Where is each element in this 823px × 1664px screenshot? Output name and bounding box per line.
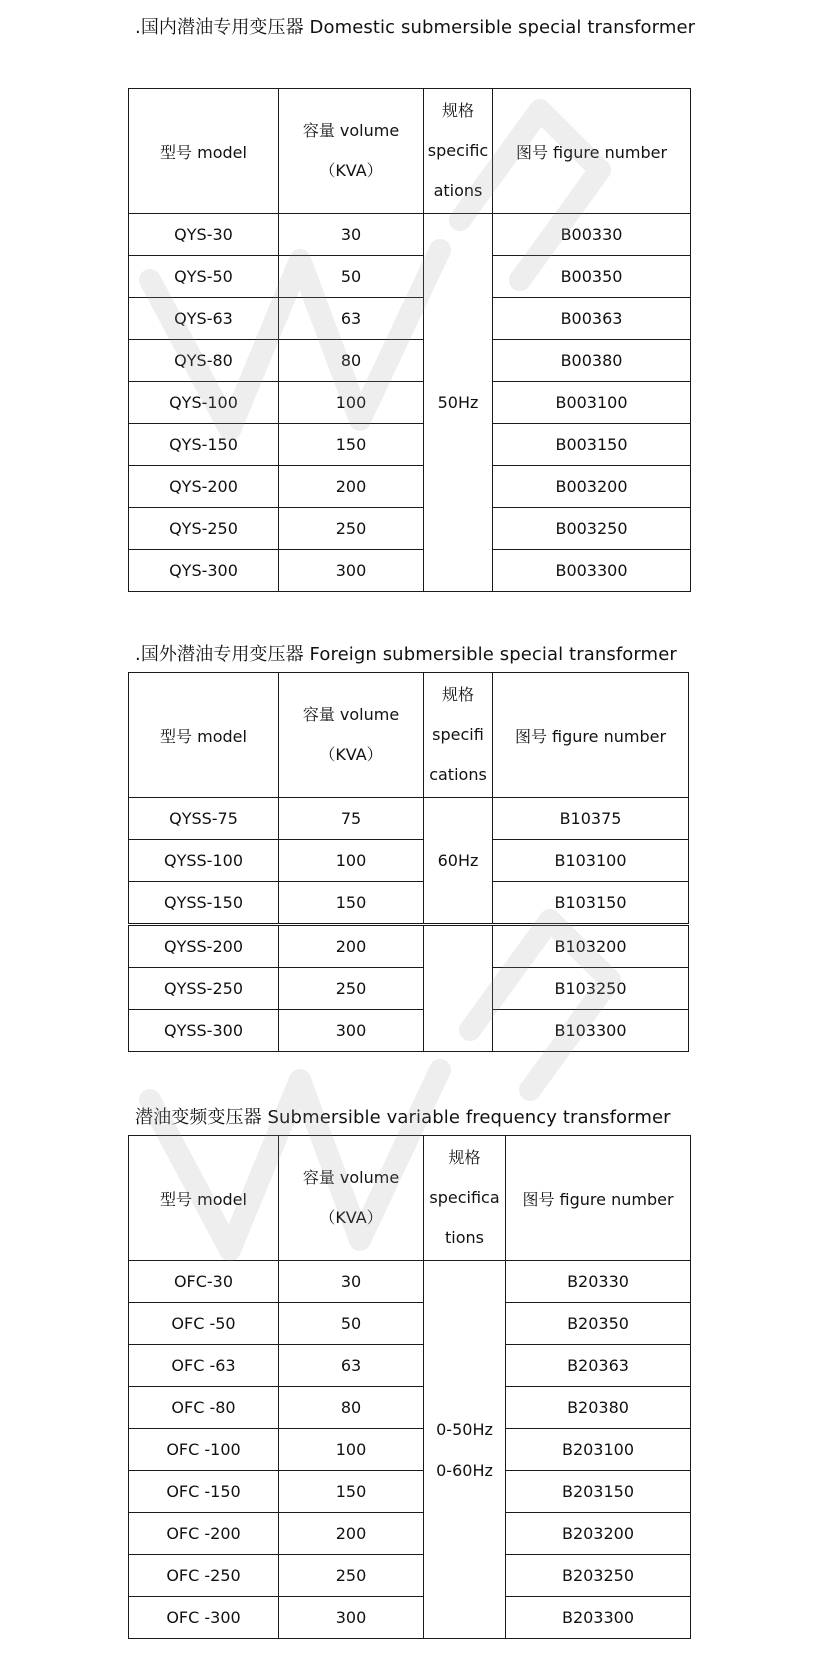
table-row	[129, 1303, 691, 1345]
cell-figure: B20330	[506, 1261, 691, 1303]
cell-model: OFC -300	[129, 1597, 279, 1639]
cell-volume: 250	[279, 968, 424, 1010]
header-figure: 图号 figure number	[506, 1136, 691, 1261]
cell-model: QYSS-75	[129, 798, 279, 840]
header-model: 型号 model	[129, 1136, 279, 1261]
cell-model: OFC -250	[129, 1555, 279, 1597]
cell-model: QYSS-150	[129, 882, 279, 925]
cell-figure: B00330	[493, 214, 691, 256]
cell-spec-empty	[424, 925, 493, 1052]
cell-model: QYS-250	[129, 508, 279, 550]
cell-figure: B103100	[493, 840, 689, 882]
cell-spec-merged: 50Hz	[424, 214, 493, 592]
cell-volume: 150	[279, 882, 424, 925]
table-row	[129, 298, 691, 340]
header-spec-line3: ations	[433, 181, 483, 200]
cell-figure: B203200	[506, 1513, 691, 1555]
cell-model: QYS-100	[129, 382, 279, 424]
header-volume-line1: 容量 volume	[302, 121, 400, 140]
table-row	[129, 214, 691, 256]
domestic-transformer-table	[128, 88, 691, 592]
cell-volume: 100	[279, 840, 424, 882]
cell-volume: 30	[279, 214, 424, 256]
table-row	[129, 424, 691, 466]
cell-figure: B103300	[493, 1010, 689, 1052]
header-spec-line1: 规格	[448, 1148, 481, 1167]
cell-volume: 30	[279, 1261, 424, 1303]
cell-volume: 300	[279, 1597, 424, 1639]
header-model: 型号 model	[129, 673, 279, 798]
table-row	[129, 798, 689, 840]
spec-range-50hz: 0-50Hz	[436, 1419, 493, 1439]
cell-model: QYS-63	[129, 298, 279, 340]
cell-volume: 100	[279, 382, 424, 424]
cell-volume: 300	[279, 1010, 424, 1052]
variable-frequency-transformer-table	[128, 1135, 691, 1639]
cell-volume: 200	[279, 925, 424, 968]
table-row	[129, 840, 689, 882]
cell-model: QYS-80	[129, 340, 279, 382]
cell-model: QYS-50	[129, 256, 279, 298]
table-row	[129, 1345, 691, 1387]
cell-figure: B10375	[493, 798, 689, 840]
cell-model: QYSS-100	[129, 840, 279, 882]
table-header-row	[129, 1136, 691, 1261]
cell-model: QYSS-200	[129, 925, 279, 968]
cell-model: QYSS-250	[129, 968, 279, 1010]
header-spec	[424, 1136, 506, 1261]
cell-model: OFC -150	[129, 1471, 279, 1513]
cell-volume: 80	[279, 340, 424, 382]
cell-model: QYS-300	[129, 550, 279, 592]
cell-figure: B003100	[493, 382, 691, 424]
table-row	[129, 466, 691, 508]
header-model: 型号 model	[129, 89, 279, 214]
header-figure: 图号 figure number	[493, 673, 689, 798]
header-spec-line2: specifica	[429, 1188, 500, 1207]
cell-figure: B203250	[506, 1555, 691, 1597]
table-row	[129, 550, 691, 592]
cell-figure: B003250	[493, 508, 691, 550]
cell-model: OFC -50	[129, 1303, 279, 1345]
table-row	[129, 882, 689, 925]
cell-figure: B203300	[506, 1597, 691, 1639]
table-header-row	[129, 673, 689, 798]
header-volume	[279, 1136, 424, 1261]
cell-model: OFC -80	[129, 1387, 279, 1429]
cell-volume: 200	[279, 1513, 424, 1555]
cell-figure: B103200	[493, 925, 689, 968]
cell-spec-merged: 60Hz	[424, 798, 493, 925]
header-spec-line1: 规格	[441, 685, 474, 704]
section-2-title: .国外潜油专用变压器 Foreign submersible special transformer	[135, 644, 677, 665]
table-row	[129, 1010, 689, 1052]
table-row	[129, 925, 689, 968]
table-row	[129, 1261, 691, 1303]
table-row	[129, 1429, 691, 1471]
spec-range-60hz: 0-60Hz	[436, 1460, 493, 1480]
cell-volume: 75	[279, 798, 424, 840]
header-spec-line1: 规格	[441, 101, 474, 120]
header-volume	[279, 673, 424, 798]
cell-volume: 50	[279, 256, 424, 298]
table-row	[129, 968, 689, 1010]
cell-figure: B103250	[493, 968, 689, 1010]
table-row	[129, 508, 691, 550]
cell-figure: B00380	[493, 340, 691, 382]
header-spec-line3: tions	[445, 1228, 484, 1247]
cell-figure: B203150	[506, 1471, 691, 1513]
cell-volume: 63	[279, 1345, 424, 1387]
header-volume-line1: 容量 volume	[302, 1168, 400, 1187]
cell-figure: B003300	[493, 550, 691, 592]
header-spec-line3: cations	[429, 765, 487, 784]
cell-model: OFC -100	[129, 1429, 279, 1471]
cell-volume: 150	[279, 424, 424, 466]
header-spec	[424, 673, 493, 798]
section-3-title: 潜油变频变压器 Submersible variable frequency transformer	[135, 1107, 671, 1128]
table-row	[129, 340, 691, 382]
header-spec-line2: specifi	[432, 725, 484, 744]
table-row	[129, 1597, 691, 1639]
cell-figure: B00363	[493, 298, 691, 340]
cell-figure: B20350	[506, 1303, 691, 1345]
header-spec	[424, 89, 493, 214]
cell-figure: B20380	[506, 1387, 691, 1429]
cell-volume: 150	[279, 1471, 424, 1513]
cell-figure: B003200	[493, 466, 691, 508]
cell-figure: B00350	[493, 256, 691, 298]
cell-figure: B003150	[493, 424, 691, 466]
table-row	[129, 256, 691, 298]
table-row	[129, 1471, 691, 1513]
cell-volume: 80	[279, 1387, 424, 1429]
table-row	[129, 382, 691, 424]
table-row	[129, 1513, 691, 1555]
cell-model: OFC -63	[129, 1345, 279, 1387]
header-volume-line1: 容量 volume	[302, 705, 400, 724]
header-volume-line2: （KVA）	[319, 745, 383, 764]
cell-volume: 63	[279, 298, 424, 340]
cell-spec-merged	[424, 1261, 506, 1639]
cell-model: QYS-200	[129, 466, 279, 508]
table-header-row	[129, 89, 691, 214]
cell-model: OFC -200	[129, 1513, 279, 1555]
header-figure: 图号 figure number	[493, 89, 691, 214]
cell-figure: B20363	[506, 1345, 691, 1387]
section-1-title: .国内潜油专用变压器 Domestic submersible special transformer	[135, 17, 696, 38]
cell-figure: B103150	[493, 882, 689, 925]
cell-volume: 250	[279, 508, 424, 550]
header-volume	[279, 89, 424, 214]
header-volume-line2: （KVA）	[319, 161, 383, 180]
foreign-transformer-table	[128, 672, 689, 1052]
cell-volume: 200	[279, 466, 424, 508]
header-spec-line2: specific	[427, 141, 489, 160]
cell-volume: 300	[279, 550, 424, 592]
table-row	[129, 1387, 691, 1429]
cell-model: QYS-30	[129, 214, 279, 256]
cell-volume: 250	[279, 1555, 424, 1597]
cell-volume: 100	[279, 1429, 424, 1471]
cell-model: QYSS-300	[129, 1010, 279, 1052]
cell-figure: B203100	[506, 1429, 691, 1471]
table-row	[129, 1555, 691, 1597]
header-volume-line2: （KVA）	[319, 1208, 383, 1227]
cell-model: QYS-150	[129, 424, 279, 466]
cell-volume: 50	[279, 1303, 424, 1345]
cell-model: OFC-30	[129, 1261, 279, 1303]
